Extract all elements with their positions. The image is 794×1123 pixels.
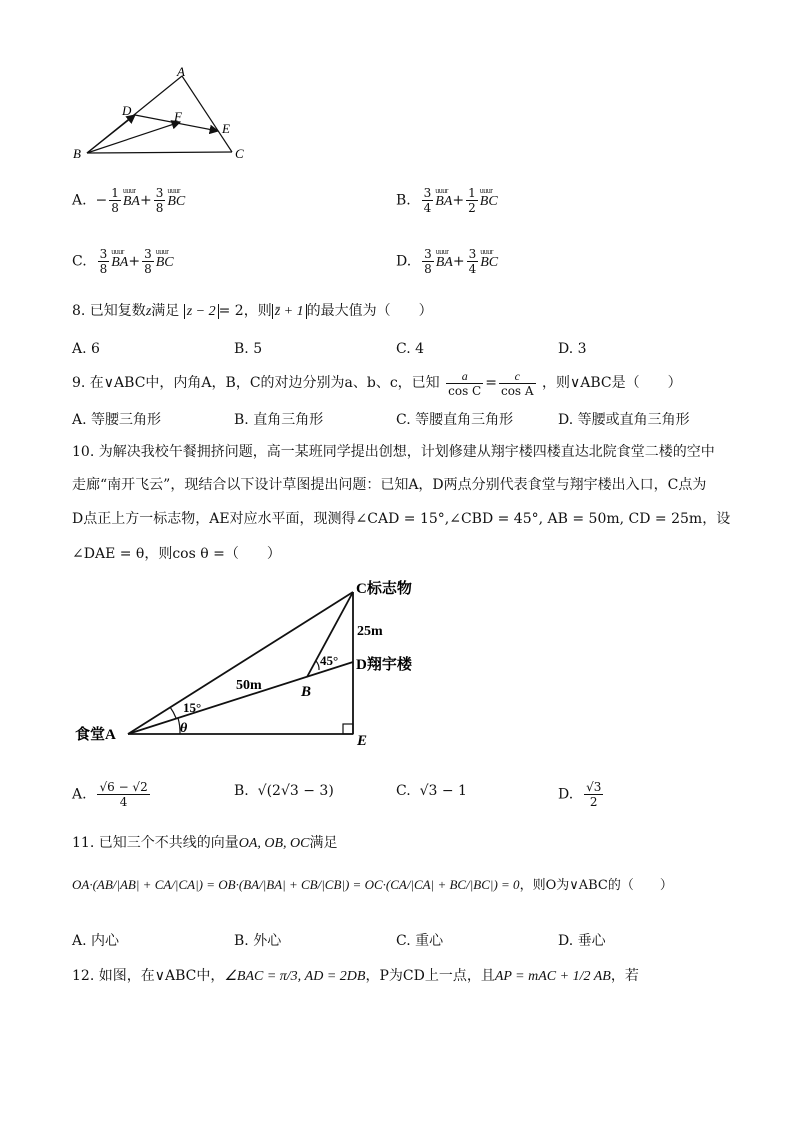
q7-option-A[interactable]: A. − $\frac{1}{8}$ uuur BA+ $\frac{3}{8}$ uuur BC [72, 186, 185, 215]
label-E: E [222, 121, 230, 136]
label-E: E [357, 733, 368, 749]
q10-line3: D点正上方一标志物，AE对应水平面，现测得∠CAD = 15°,∠CBD = 45°, AB = 50m, CD = 25m，设 [72, 511, 731, 527]
q7-option-D[interactable]: D. $\frac{3}{8}$ uuur BA+ $\frac{3}{4}$ uuur BC [396, 247, 498, 276]
q8-stem: 8. 已知复数z满足 z − 2 = 2，则 z̄ + 1 的最大值为（ ） [72, 303, 433, 319]
option-label: A. [72, 192, 87, 209]
label-25m: 25m [357, 624, 383, 639]
label-15deg: 15° [183, 700, 202, 715]
q9-option-B[interactable]: B. 直角三角形 [234, 412, 324, 428]
option-label: C. [396, 783, 411, 799]
q10-option-C[interactable]: C. √3 − 1 [396, 783, 467, 799]
option-label: D. [396, 253, 412, 270]
q10-line1: 10. 为解决我校午餐拥挤问题，高一某班同学提出创想，计划修建从翔宇楼四楼直达北院食堂二楼的空中 [72, 444, 715, 460]
q11-expression: OA·(AB/|AB| + CA/|CA|) = OB·(BA/|BA| + CB/|CB|) = OC·(CA/|CA| + BC/|BC|) = 0，则O为∨ABC的（ ） [72, 877, 673, 893]
vec-BD [87, 115, 135, 153]
right-angle-mark [343, 724, 353, 734]
label-theta: θ [180, 721, 188, 736]
option-label: A. [72, 786, 87, 803]
q10-line4: ∠DAE = θ，则cos θ =（ ） [72, 546, 281, 562]
option-label: B. [234, 783, 249, 799]
q10-option-B[interactable]: B. √(2√3 − 3) [234, 783, 334, 799]
option-label: C. [72, 253, 87, 270]
label-A: A [177, 64, 185, 79]
q10-option-D[interactable]: D. $\frac{√3}{2}$ [558, 780, 602, 809]
triangle-vector-figure [60, 60, 260, 170]
label-A: 食堂A [75, 727, 116, 743]
angle-45-arc [316, 661, 319, 670]
q7-option-C[interactable]: C. $\frac{3}{8}$ uuur BA+ $\frac{3}{8}$ uuur BC [72, 247, 174, 276]
q11-option-C[interactable]: C. 重心 [396, 933, 444, 949]
q11-option-B[interactable]: B. 外心 [234, 933, 282, 949]
q11-option-D[interactable]: D. 垂心 [558, 933, 606, 949]
q8-option-B[interactable]: B. 5 [234, 341, 263, 357]
q8-option-D[interactable]: D. 3 [558, 341, 587, 357]
q8-option-C[interactable]: C. 4 [396, 341, 425, 357]
side-AC [182, 76, 232, 152]
q10-line2: 走廊“南开飞云”，现结合以下设计草图提出问题：已知A，D两点分别代表食堂与翔宇楼出入口，C点为 [72, 477, 707, 493]
q11-option-A[interactable]: A. 内心 [72, 933, 120, 949]
q9-option-A[interactable]: A. 等腰三角形 [72, 412, 162, 428]
q11-line1: 11. 已知三个不共线的向量OA, OB, OC满足 [72, 835, 338, 851]
vec-BF [87, 122, 180, 153]
label-F: F [174, 109, 182, 124]
option-label: D. [558, 786, 574, 803]
q8-option-A[interactable]: A. 6 [72, 341, 100, 357]
q10-figure [70, 572, 440, 752]
label-45deg: 45° [320, 653, 339, 668]
label-B: B [73, 146, 81, 161]
q10-option-A[interactable]: A. $\frac{√6 - √2}{4}$ [72, 780, 148, 809]
q7-option-B[interactable]: B. $\frac{3}{4}$ uuur BA+ $\frac{1}{2}$ uuur BC [396, 186, 498, 215]
q12-stem: 12. 如图，在∨ABC中，∠BAC = π/3, AD = 2DB，P为CD上一点，且AP = mAC + 1/2 AB，若 [72, 968, 639, 984]
q9-option-C[interactable]: C. 等腰直角三角形 [396, 412, 514, 428]
label-C: C标志物 [356, 581, 412, 597]
label-50m: 50m [236, 678, 262, 693]
side-BC [87, 152, 232, 153]
label-D: D [122, 103, 132, 118]
label-C: C [235, 146, 244, 161]
q9-option-D[interactable]: D. 等腰或直角三角形 [558, 412, 690, 428]
label-B: B [301, 684, 312, 700]
label-D: D翔宇楼 [356, 657, 412, 673]
q9-stem: 9. 在∨ABC中，内角A，B，C的对边分别为a、b、c，已知 $\frac{a}{\text{cos C}}$ = $\frac{c}{\text{cos A}}$ ，则∨ABC是（ ） [72, 368, 682, 398]
line-AD [128, 662, 353, 734]
angle-15-arc [170, 707, 176, 718]
option-label: B. [396, 192, 411, 209]
